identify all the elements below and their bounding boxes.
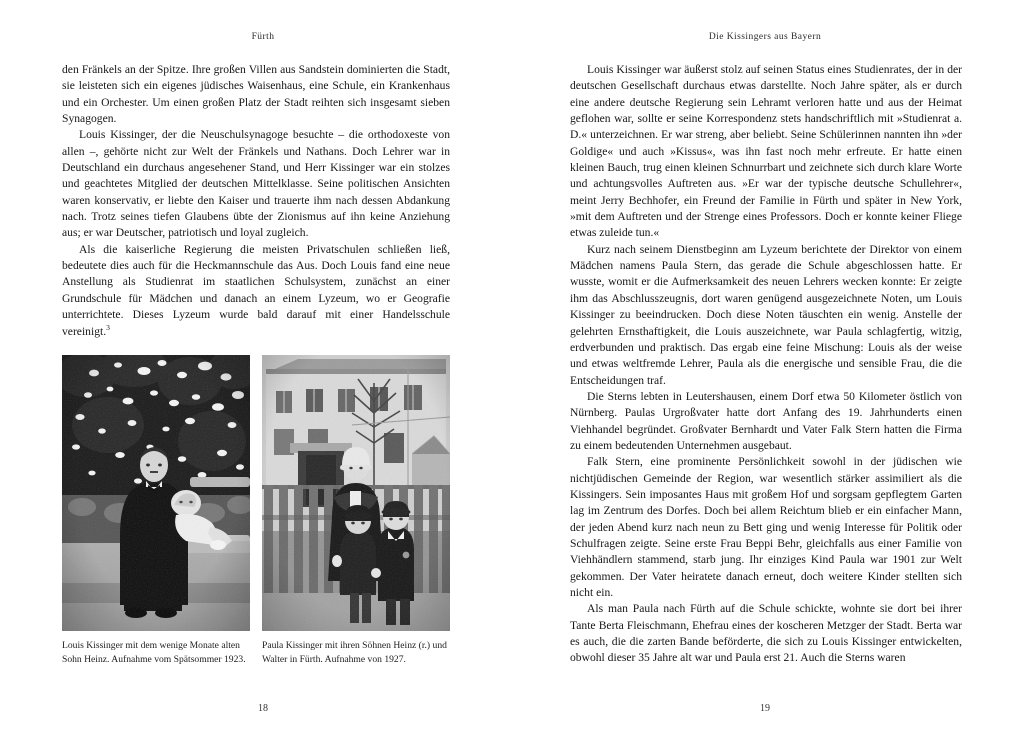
figure-paula-and-sons (262, 355, 450, 667)
paragraph: Kurz nach seinem Dienstbeginn am Lyzeum berichtete der Direktor von einem Mädchen namens Paula Stern, das gerade die Schule abgeschlossen hatte. Er wusste, womit er die Aufmerksamkeit des neuen Lehrers wecken konnte: Er zeigte ihm das Abschlusszeugnis, dort waren genügend ausgezeichnete Noten, um Louis Kissinger zu beeindrucken. Doch diese Noten täuschten ein wenig. Anstelle der gelehrten Ernsthaftigkeit, die Louis auszeichnete, war Paula schlagfertig, witzig, erdverbunden und praktisch. Das ergab eine feine Mischung: Louis als der weise und etwas weltfremde Lehrer, Paula als die energische und sensible Frau, die die Entscheidungen traf. (570, 242, 962, 387)
figure-caption: Louis Kissinger mit dem wenige Monate alten Sohn Heinz. Aufnahme vom Spätsommer 1923. (62, 640, 246, 666)
figure-caption: Paula Kissinger mit ihren Söhnen Heinz (r.) und Walter in Fürth. Aufnahme von 1927. (262, 640, 447, 666)
paragraph: Louis Kissinger, der die Neuschulsynagoge besuchte – die orthodoxeste von allen –, gehörte nicht zur Welt der Fränkels und Nathans. Doch Lehrer war in Deutschland ein durchaus angesehener Stand, und Herr Kissinger war ein stolzes und geachtetes Mitglied der deutschen Mittelklasse. Seine politischen Ansichten waren konservativ, er liebte den Kaiser und trauerte ihm nach dessen Abdankung nach. Trotz seines tiefen Glaubens übte der Zionismus auf ihn keine Anziehung aus; er war Deutscher, patriotisch und loyal zugleich. (62, 128, 450, 240)
paragraph (62, 242, 450, 340)
photo-louis-kissinger-with-baby-heinz (62, 355, 250, 631)
paragraph-text: Als die kaiserliche Regierung die meisten Privatschulen schließen ließ, bedeutete dies auch für die Heckmannschule das Aus. Doch Louis fand eine neue Anstellung als Studienrat im staatlichen Schulsystem, zunächst an einer Grundschule für Mädchen und danach an einem Lyzeum, wo er Geografie unterrichtete. Dieses Lyzeum wurde bald darauf mit einer Handelsschule vereinigt. (62, 242, 450, 338)
figure-group (62, 355, 450, 667)
running-head-right: Die Kissingers aus Bayern (708, 32, 822, 42)
figure-louis-and-heinz (62, 355, 250, 667)
page-right (510, 0, 1020, 756)
running-head-left: Fürth (251, 32, 275, 42)
paragraph: Als man Paula nach Fürth auf die Schule schickte, wohnte sie dort bei ihrer Tante Berta Fleischmann, Ehefrau eines der koscheren Metzger der Stadt. Berta war es auch, die die zarten Bande beförderte, die sich zu Louis Kissinger entwickelten, obwohl dieser 35 Jahre alt war und Paula erst 21. Auch die Sterns waren (570, 602, 962, 665)
paragraph: Falk Stern, eine prominente Persönlichkeit sowohl in der jüdischen wie nichtjüdischen Gemeinde der Region, war wesentlich stärker assimiliert als die Kissingers. Sein imposantes Haus mit großem Hof und sorgsam gepflegtem Garten lag im Zentrum des Dorfes. Doch bei allem Reichtum blieb er ein einfacher Mann, der jeden Abend kurz nach neun zu Bett ging und wenig Interesse für Politik oder Schulfragen zeigte. Seine erste Frau Beppi Behr, gleichfalls aus einer Familie von Viehhändlern stammend, starb jung. Ihr einziges Kind Paula war 1901 zur Welt gekommen. Der Vater heiratete danach erneut, doch weitere Kinder stellten sich nicht ein. (570, 455, 962, 599)
footnote-marker: 3 (106, 322, 110, 332)
page-number-right: 19 (760, 703, 770, 714)
paragraph: Die Sterns lebten in Leutershausen, einem Dorf etwa 50 Kilometer östlich von Nürnberg. Paulas Urgroßvater hatte dort Anfang des 19. Jahrhunderts einen Viehhandel begründet. Großvater Bernhardt und Vater Falk Stern hatten die Firma zu einem bedeutenden Unternehmen ausgebaut. (570, 389, 962, 452)
page-number-left: 18 (258, 703, 268, 714)
body-text-right (570, 62, 962, 667)
paragraph: Louis Kissinger war äußerst stolz auf seinen Status eines Studienrates, der in der deutschen Gesellschaft durchaus etwas darstellte. Noch Jahre später, als er durch eine andere deutsche Regierung sein Lehramt verloren hatte und aus der Heimat geflohen war, sollte er seine Korrespondenz stets handschriftlich mit »Studienrat a. D.« unterzeichnen. Er war streng, aber beliebt. Seine Schülerinnen nannten ihn »der Goldige« und auch »Kissus«, was ihn fast noch mehr erfreute. Er hatte einen kleinen Bauch, trug einen kleinen Schnurrbart und zeichnete sich durch klare Worte und achtungsvolles Auftreten aus. »Er war der typische deutsche Schullehrer«, meint Jerry Bechhofer, ein Freund der Familie in Fürth und später in New York, »mit dem Auftreten und der Strenge eines Professors. Doch er konnte keiner Fliege etwas zuleide tun.« (570, 63, 962, 240)
body-text-left (62, 62, 450, 340)
paragraph: den Fränkels an der Spitze. Ihre großen Villen aus Sandstein dominierten die Stadt, sie leisteten sich ein eigenes jüdisches Waisenhaus, eine Schule, ein Krankenhaus und ein Orchester. Um einen großen Platz der Stadt reihten sich insgesamt sieben Synagogen. (62, 63, 450, 126)
photo-paula-kissinger-with-sons (262, 355, 450, 631)
